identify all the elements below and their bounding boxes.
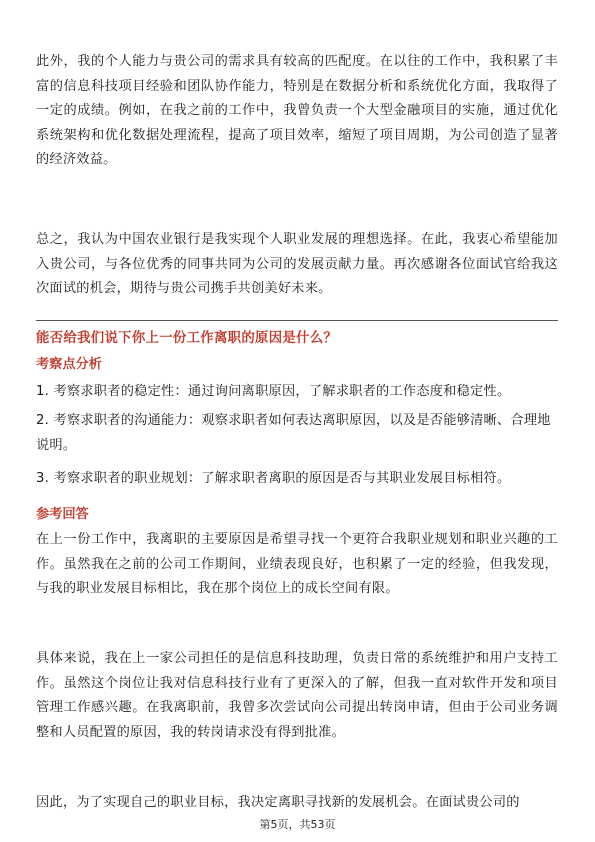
answer-paragraph-3: 因此，为了实现自己的职业目标，我决定离职寻找新的发展机会。在面试贵公司的	[36, 795, 520, 810]
page-number: 第5页，共53页	[259, 818, 336, 831]
answer-paragraph-1: 在上一份工作中，我离职的主要原因是希望寻找一个更符合我职业规划和职业兴趣的工作。虽然我在之前的公司工作期间，业绩表现良好，也积累了一定的经验，但我发现，与我的职业发展目标相比，我在那个岗位上的成长空间有限。	[36, 532, 558, 596]
answer-heading: 参考回答	[36, 507, 89, 522]
paragraph-capability: 此外，我的个人能力与贵公司的需求具有较高的匹配度。在以往的工作中，我积累了丰富的信息科技项目经验和团队协作能力，特别是在数据分析和系统优化方面，我取得了一定的成绩。例如，在我之前的工作中，我曾负责一个大型金融项目的实施，通过优化系统架构和优化数据处理流程，提高了项目效率，缩短了项目周期，为公司创造了显著的经济效益。	[36, 54, 558, 167]
answer-paragraph-2: 具体来说，我在上一家公司担任的是信息科技助理，负责日常的系统维护和用户支持工作。虽然这个岗位让我对信息科技行业有了更深入的了解，但我一直对软件开发和项目管理工作感兴趣。在我离职前，我曾多次尝试向公司提出转岗申请，但由于公司业务调整和人员配置的原因，我的转岗请求没有得到批准。	[36, 651, 558, 740]
analysis-item-1: 1. 考察求职者的稳定性：通过询问离职原因，了解求职者的工作态度和稳定性。	[36, 384, 511, 399]
analysis-item-3: 3. 考察求职者的职业规划：了解求职者离职的原因是否与其职业发展目标相符。	[36, 471, 511, 486]
analysis-heading: 考察点分析	[36, 357, 102, 372]
analysis-item-2: 2. 考察求职者的沟通能力：观察求职者如何表达离职原因，以及是否能够清晰、合理地说明。	[36, 413, 551, 453]
paragraph-conclusion: 总之，我认为中国农业银行是我实现个人职业发展的理想选择。在此，我衷心希望能加入贵公司，与各位优秀的同事共同为公司的发展贡献力量。再次感谢各位面试官给我这次面试的机会，期待与贵公司携手共创美好未来。	[36, 232, 558, 296]
interview-question: 能否给我们说下你上一份工作离职的原因是什么？	[36, 331, 338, 346]
section-divider	[36, 320, 558, 321]
